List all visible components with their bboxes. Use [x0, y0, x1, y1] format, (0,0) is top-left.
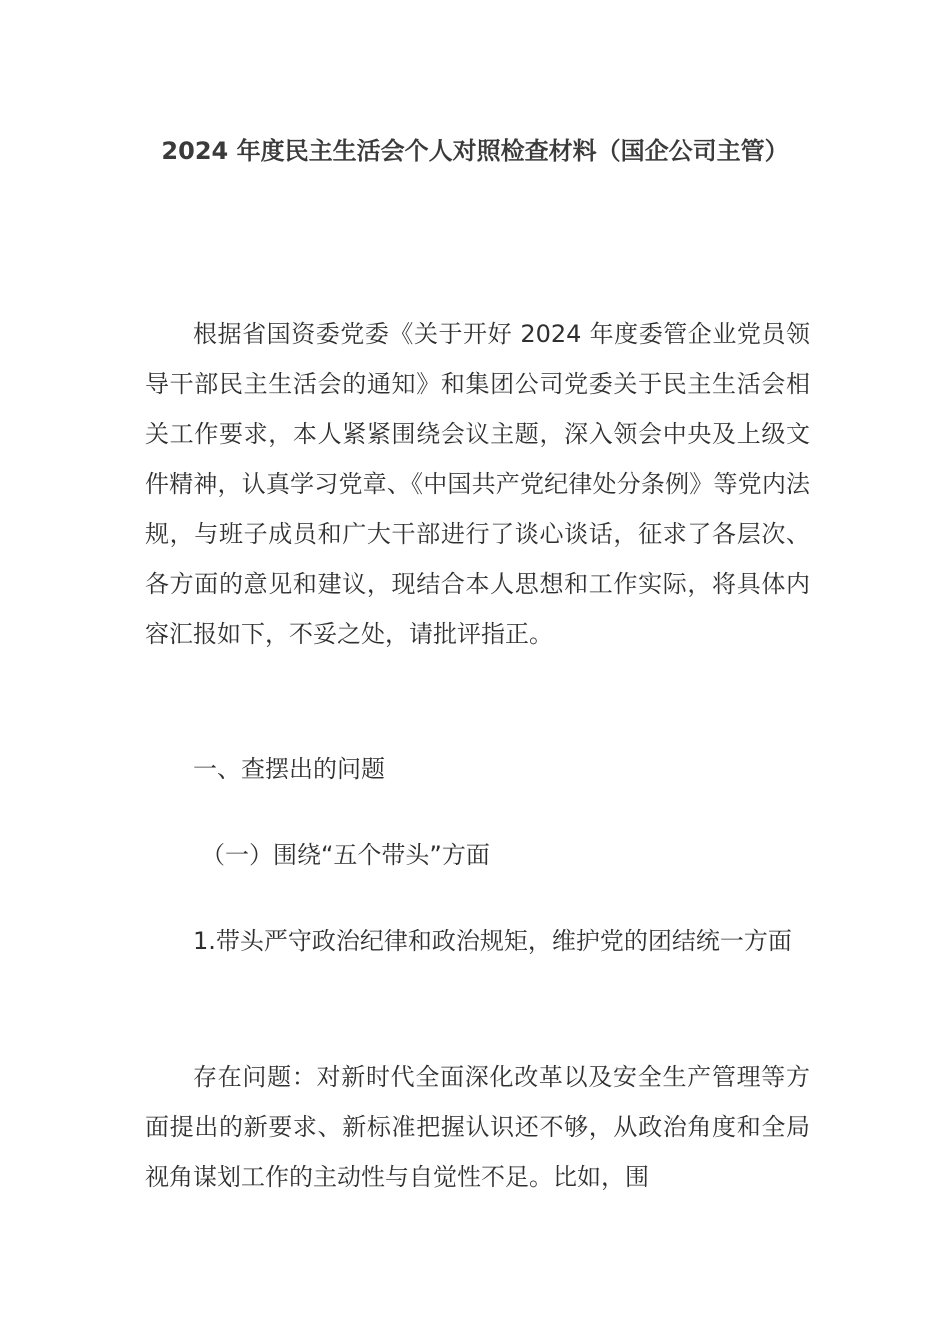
section-heading: 一、查摆出的问题	[193, 755, 385, 783]
item-heading: 1.带头严守政治纪律和政治规矩，维护党的团结统一方面	[193, 927, 792, 955]
intro-paragraph: 根据省国资委党委《关于开好 2024 年度委管企业党员领导干部民主生活会的通知》和集团公司党委关于民主生活会相关工作要求，本人紧紧围绕会议主题，深入领会中央及上级文件精神，认真学习党章、《中国共产党纪律处分条例》等党内法规，与班子成员和广大干部进行了谈心谈话，征求了各层次、各方面的意见和建议，现结合本人思想和工作实际，将具体内容汇报如下，不妥之处，请批评指正。	[145, 320, 810, 648]
document-title: 2024 年度民主生活会个人对照检查材料（国企公司主管）	[161, 137, 789, 165]
subsection-heading	[145, 830, 810, 880]
problem-paragraph: 存在问题：对新时代全面深化改革以及安全生产管理等方面提出的新要求、新标准把握认识还不够，从政治角度和全局视角谋划工作的主动性与自觉性不足。比如，围	[145, 1063, 810, 1191]
subsection-heading-text: （一）围绕“五个带头”方面	[201, 841, 490, 869]
